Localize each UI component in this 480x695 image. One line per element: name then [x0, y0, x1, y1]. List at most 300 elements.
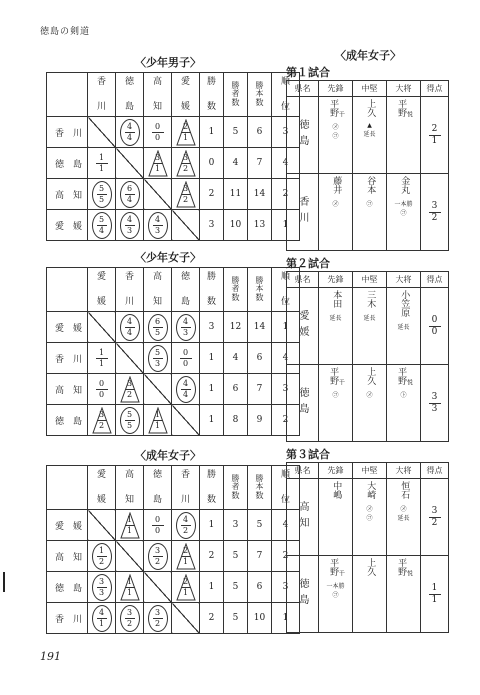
score-cell — [421, 479, 449, 556]
player-cell — [387, 288, 421, 365]
stat-header-char: 数 — [206, 101, 216, 112]
stat-header — [248, 73, 272, 117]
match-table — [286, 462, 449, 633]
stat-cell: 4 — [224, 148, 248, 179]
score-cell — [421, 97, 449, 174]
result-cell — [88, 148, 116, 179]
result-cell — [144, 312, 172, 343]
match-team-row — [287, 174, 449, 251]
player-cell — [319, 174, 353, 251]
player-cell — [353, 288, 387, 365]
score-cell — [421, 365, 449, 442]
score-bottom: 1 — [431, 135, 438, 146]
result-cell — [172, 312, 200, 343]
score-bottom: 3 — [154, 225, 161, 235]
row-team: 徳 島 — [47, 148, 88, 179]
running-head: 徳島の剣道 — [40, 27, 91, 37]
stat-cell: 6 — [248, 343, 272, 374]
stat-cell: 2 — [272, 179, 300, 210]
match-header: 中堅 — [353, 81, 387, 97]
match-header: 中堅 — [353, 272, 387, 288]
col-team-header — [172, 466, 200, 510]
stat-cell: 7 — [248, 541, 272, 572]
result-cell — [172, 343, 200, 374]
score-bottom: 5 — [154, 327, 161, 337]
self-cell — [88, 117, 116, 148]
stat-header-char: 位 — [280, 494, 290, 505]
stat-cell: 6 — [248, 117, 272, 148]
player-cell — [319, 365, 353, 442]
stat-cell: 10 — [248, 603, 272, 634]
stat-cell: 1 — [200, 343, 224, 374]
score-top: 1 — [98, 347, 105, 357]
score-bottom: 1 — [182, 587, 189, 597]
result-cell — [144, 510, 172, 541]
match-header: 大将 — [387, 81, 421, 97]
col-team-header — [172, 73, 200, 117]
player-suffix: 悦 — [405, 570, 413, 576]
stat-cell: 14 — [248, 312, 272, 343]
match-header: 中堅 — [353, 463, 387, 479]
score-top: 1 — [98, 545, 105, 555]
stat-cell: 1 — [200, 510, 224, 541]
row-team: 高 知 — [47, 179, 88, 210]
score-bottom: 1 — [98, 163, 105, 173]
result-cell — [172, 572, 200, 603]
corner-cell — [47, 466, 88, 510]
score-bottom: 2 — [182, 525, 189, 535]
score-bottom: 0 — [182, 358, 189, 368]
prefecture-name: 愛媛 — [287, 288, 319, 365]
player-cell — [319, 479, 353, 556]
col-team-header — [144, 268, 172, 312]
score-mark-loss — [148, 512, 168, 539]
match-header: 先鋒 — [319, 272, 353, 288]
result-cell — [172, 374, 200, 405]
stat-cell: 2 — [200, 541, 224, 572]
score-mark-win — [176, 314, 196, 341]
score-top: 3 — [431, 200, 438, 211]
result-cell — [172, 148, 200, 179]
stat-cell: 1 — [200, 117, 224, 148]
result-cell — [116, 405, 144, 436]
match-header: 大将 — [387, 272, 421, 288]
row-team: 徳 島 — [47, 405, 88, 436]
prefecture-name: 徳島 — [287, 97, 319, 174]
score-top: 5 — [98, 183, 105, 193]
player-name: 三木 — [365, 290, 376, 308]
result-cell — [116, 510, 144, 541]
stat-cell: 5 — [248, 510, 272, 541]
stat-header-char: 勝 — [231, 473, 240, 483]
player-cell — [387, 365, 421, 442]
stat-header-char: 者 — [231, 284, 240, 294]
bout-result: ㋱ — [332, 201, 339, 208]
match-title: 第１試合 — [286, 66, 330, 79]
player-cell — [319, 556, 353, 633]
match-header: 県名 — [287, 463, 319, 479]
score-top: 3 — [182, 152, 189, 162]
stat-cell: 0 — [200, 148, 224, 179]
self-cell — [116, 541, 144, 572]
col-team-header — [144, 466, 172, 510]
stat-cell: 4 — [272, 343, 300, 374]
col-team-char: 川 — [124, 296, 134, 307]
team-score — [425, 313, 445, 340]
stat-header — [224, 268, 248, 312]
stat-header-char: 順 — [280, 271, 290, 282]
score-mark-win — [148, 314, 168, 341]
stat-header-char: 数 — [255, 490, 264, 500]
result-cell — [116, 210, 144, 241]
score-top: 5 — [126, 409, 133, 419]
score-top: 4 — [182, 514, 189, 524]
result-cell — [88, 405, 116, 436]
player-suffix: 悦 — [405, 111, 413, 117]
score-bottom: 3 — [182, 327, 189, 337]
bout-result: ㋱ ㋙ — [332, 124, 339, 140]
corner-cell — [47, 73, 88, 117]
match-team-row — [287, 97, 449, 174]
bout-result: 延長 — [329, 315, 342, 322]
player-cell — [353, 365, 387, 442]
match-team-row — [287, 365, 449, 442]
prefecture-name: 徳島 — [287, 556, 319, 633]
result-cell — [88, 210, 116, 241]
result-cell — [172, 541, 200, 572]
stat-cell: 4 — [272, 148, 300, 179]
result-cell — [88, 343, 116, 374]
bout-result: 一本勝 ㋙ — [394, 201, 413, 217]
score-mark-win — [120, 407, 140, 434]
score-top: 5 — [154, 347, 161, 357]
player-name: 金丸 — [399, 176, 410, 194]
match-table — [286, 80, 449, 251]
col-team-char: 島 — [124, 101, 134, 112]
player-name: 平野 — [328, 558, 339, 576]
result-cell — [88, 179, 116, 210]
score-mark-win — [148, 543, 168, 570]
stat-header-char: 勝 — [255, 80, 264, 90]
row-team: 徳 島 — [47, 572, 88, 603]
col-team-char: 徳 — [152, 469, 162, 480]
score-top: 3 — [431, 505, 438, 516]
round-robin-table — [46, 72, 300, 241]
score-mark-loss — [148, 119, 168, 146]
score-bottom: 3 — [98, 587, 105, 597]
player-name: 大崎 — [365, 481, 376, 499]
col-team-header — [116, 268, 144, 312]
bout-result: ㋙ — [332, 392, 339, 399]
score-bottom: 2 — [431, 517, 438, 528]
score-bottom: 5 — [98, 194, 105, 204]
table-row — [47, 405, 300, 436]
score-bottom: 1 — [126, 587, 133, 597]
rr-title: 〈成年女子〉 — [135, 449, 201, 462]
score-mark-draw — [176, 181, 196, 208]
score-top: 4 — [126, 214, 133, 224]
score-bottom: 1 — [154, 163, 161, 173]
stat-header-char: 数 — [255, 97, 264, 107]
stat-cell: 2 — [200, 603, 224, 634]
score-bottom: 4 — [126, 194, 133, 204]
score-top: 1 — [126, 514, 133, 524]
score-bottom: 1 — [98, 358, 105, 368]
score-top: 0 — [154, 121, 161, 131]
stat-cell: 2 — [272, 405, 300, 436]
self-cell — [144, 572, 172, 603]
col-team-char: 川 — [180, 494, 190, 505]
stat-header-char: 勝 — [231, 275, 240, 285]
col-team-header — [172, 268, 200, 312]
score-mark-win — [92, 605, 112, 632]
result-cell — [116, 179, 144, 210]
score-mark-draw — [176, 150, 196, 177]
round-robin-table — [46, 267, 300, 436]
col-team-header — [88, 268, 116, 312]
score-top: 2 — [182, 576, 189, 586]
col-team-char: 川 — [96, 101, 106, 112]
score-mark-draw — [176, 543, 196, 570]
round-robin-table — [46, 465, 300, 634]
table-row — [47, 510, 300, 541]
score-mark-win — [148, 345, 168, 372]
score-bottom: 4 — [126, 327, 133, 337]
player-name: 中嶋 — [331, 481, 342, 499]
stat-header — [248, 268, 272, 312]
score-top: 1 — [98, 152, 105, 162]
bout-result: ㋣ — [400, 392, 407, 399]
score-mark-draw — [176, 119, 196, 146]
score-cell — [421, 556, 449, 633]
stat-cell: 5 — [224, 541, 248, 572]
stat-cell: 13 — [248, 210, 272, 241]
col-team-char: 香 — [96, 76, 106, 87]
player-suffix: 千 — [337, 379, 345, 385]
player-name: 上久 — [365, 558, 376, 576]
result-cell — [88, 374, 116, 405]
stat-cell: 4 — [272, 510, 300, 541]
score-mark-win — [92, 181, 112, 208]
result-cell — [144, 541, 172, 572]
score-top: 6 — [126, 183, 133, 193]
stat-cell: 1 — [272, 210, 300, 241]
player-cell — [319, 288, 353, 365]
score-bottom: 5 — [126, 420, 133, 430]
right-section-title: 〈成年女子〉 — [335, 49, 401, 62]
match-header: 県名 — [287, 81, 319, 97]
stat-header-char: 位 — [280, 101, 290, 112]
table-row — [47, 343, 300, 374]
score-top: 3 — [154, 152, 161, 162]
self-cell — [116, 343, 144, 374]
team-score — [425, 122, 445, 149]
score-mark-win — [148, 605, 168, 632]
score-mark-draw — [176, 574, 196, 601]
stat-header-char: 勝 — [255, 275, 264, 285]
col-team-header — [88, 466, 116, 510]
score-top: 2 — [431, 123, 438, 134]
player-name: 谷本 — [365, 176, 376, 194]
col-team-char: 徳 — [124, 76, 134, 87]
col-team-char: 媛 — [180, 101, 190, 112]
stat-header-char: 位 — [280, 296, 290, 307]
score-mark-loss — [92, 376, 112, 403]
match-team-row — [287, 288, 449, 365]
stat-cell: 5 — [224, 572, 248, 603]
score-mark-win — [92, 574, 112, 601]
score-mark-win — [120, 605, 140, 632]
stat-header-char: 本 — [255, 89, 264, 99]
stat-header-char: 勝 — [255, 473, 264, 483]
score-bottom: 3 — [431, 403, 438, 414]
player-name: 本田 — [331, 290, 342, 308]
col-team-char: 知 — [152, 296, 162, 307]
row-team: 香 川 — [47, 117, 88, 148]
score-top: 0 — [182, 347, 189, 357]
col-team-header — [116, 73, 144, 117]
stat-header-char: 数 — [206, 494, 216, 505]
self-cell — [172, 405, 200, 436]
page-number: 191 — [40, 650, 61, 663]
col-team-char: 媛 — [96, 494, 106, 505]
bout-result: 一本勝 ㋙ — [326, 583, 345, 599]
score-bottom: 4 — [182, 389, 189, 399]
stat-cell: 6 — [248, 572, 272, 603]
col-team-char: 高 — [152, 76, 162, 87]
score-bottom: 3 — [154, 358, 161, 368]
score-bottom: 0 — [154, 525, 161, 535]
stat-cell: 8 — [224, 405, 248, 436]
score-top: 4 — [126, 121, 133, 131]
score-mark-win — [176, 512, 196, 539]
score-bottom: 4 — [98, 225, 105, 235]
stat-header-char: 勝 — [206, 76, 216, 87]
result-cell — [116, 603, 144, 634]
score-top: 5 — [98, 214, 105, 224]
self-cell — [172, 603, 200, 634]
team-score — [425, 390, 445, 417]
score-top: 3 — [182, 183, 189, 193]
player-name: 上久 — [365, 99, 376, 117]
row-team: 高 知 — [47, 374, 88, 405]
score-bottom: 2 — [126, 389, 133, 399]
stat-header-char: 数 — [231, 292, 240, 302]
match-title: 第２試合 — [286, 257, 330, 270]
stat-header-char: 数 — [231, 490, 240, 500]
result-cell — [144, 210, 172, 241]
stat-cell: 12 — [224, 312, 248, 343]
player-suffix: 千 — [337, 111, 345, 117]
score-mark-win — [92, 212, 112, 239]
result-cell — [116, 117, 144, 148]
col-team-char: 高 — [124, 469, 134, 480]
score-bottom: 1 — [182, 556, 189, 566]
player-cell — [353, 97, 387, 174]
score-mark-win — [92, 543, 112, 570]
col-team-char: 愛 — [96, 271, 106, 282]
score-bottom: 0 — [431, 326, 438, 337]
row-team: 愛 媛 — [47, 312, 88, 343]
stat-header-char: 数 — [255, 292, 264, 302]
score-top: 1 — [431, 582, 438, 593]
stat-header-char: 順 — [280, 76, 290, 87]
score-bottom: 1 — [431, 594, 438, 605]
score-mark-loss — [92, 345, 112, 372]
score-mark-draw — [92, 407, 112, 434]
player-name: 上久 — [365, 367, 376, 385]
col-team-char: 島 — [152, 494, 162, 505]
score-bottom: 2 — [98, 420, 105, 430]
rr-title: 〈少年女子〉 — [135, 251, 201, 264]
match-title: 第３試合 — [286, 448, 330, 461]
stat-cell: 2 — [272, 541, 300, 572]
col-team-char: 知 — [152, 101, 162, 112]
score-mark-loss — [92, 150, 112, 177]
score-bottom: 3 — [126, 225, 133, 235]
stat-header — [200, 268, 224, 312]
score-bottom: 1 — [154, 420, 161, 430]
row-team: 高 知 — [47, 541, 88, 572]
score-mark-draw — [120, 574, 140, 601]
score-top: 3 — [126, 378, 133, 388]
score-mark-win — [120, 181, 140, 208]
table-row — [47, 210, 300, 241]
stat-header — [224, 466, 248, 510]
score-cell — [421, 174, 449, 251]
row-team: 香 川 — [47, 343, 88, 374]
col-team-char: 愛 — [96, 469, 106, 480]
player-cell — [353, 479, 387, 556]
player-name: 平野 — [396, 558, 407, 576]
stat-cell: 1 — [200, 374, 224, 405]
player-cell — [387, 97, 421, 174]
result-cell — [144, 343, 172, 374]
prefecture-name: 高知 — [287, 479, 319, 556]
player-name: 平野 — [396, 99, 407, 117]
score-top: 3 — [98, 576, 105, 586]
player-name: 平野 — [328, 99, 339, 117]
row-team: 愛 媛 — [47, 210, 88, 241]
result-cell — [172, 510, 200, 541]
score-top: 3 — [154, 607, 161, 617]
score-top: 3 — [126, 607, 133, 617]
score-bottom: 1 — [182, 132, 189, 142]
score-top: 4 — [154, 214, 161, 224]
player-cell — [319, 97, 353, 174]
stat-cell: 7 — [248, 374, 272, 405]
player-suffix: 千 — [337, 570, 345, 576]
self-cell — [172, 210, 200, 241]
score-top: 2 — [182, 121, 189, 131]
score-top: 3 — [98, 409, 105, 419]
stat-header — [200, 73, 224, 117]
corner-cell — [47, 268, 88, 312]
table-row — [47, 541, 300, 572]
stat-cell: 4 — [224, 343, 248, 374]
stat-cell: 3 — [200, 210, 224, 241]
col-team-header — [88, 73, 116, 117]
score-bottom: 2 — [154, 556, 161, 566]
result-cell — [116, 572, 144, 603]
score-mark-win — [120, 212, 140, 239]
col-team-char: 徳 — [180, 271, 190, 282]
match-header: 県名 — [287, 272, 319, 288]
self-cell — [144, 374, 172, 405]
score-mark-win — [148, 212, 168, 239]
match-header: 大将 — [387, 463, 421, 479]
score-top: 0 — [154, 514, 161, 524]
